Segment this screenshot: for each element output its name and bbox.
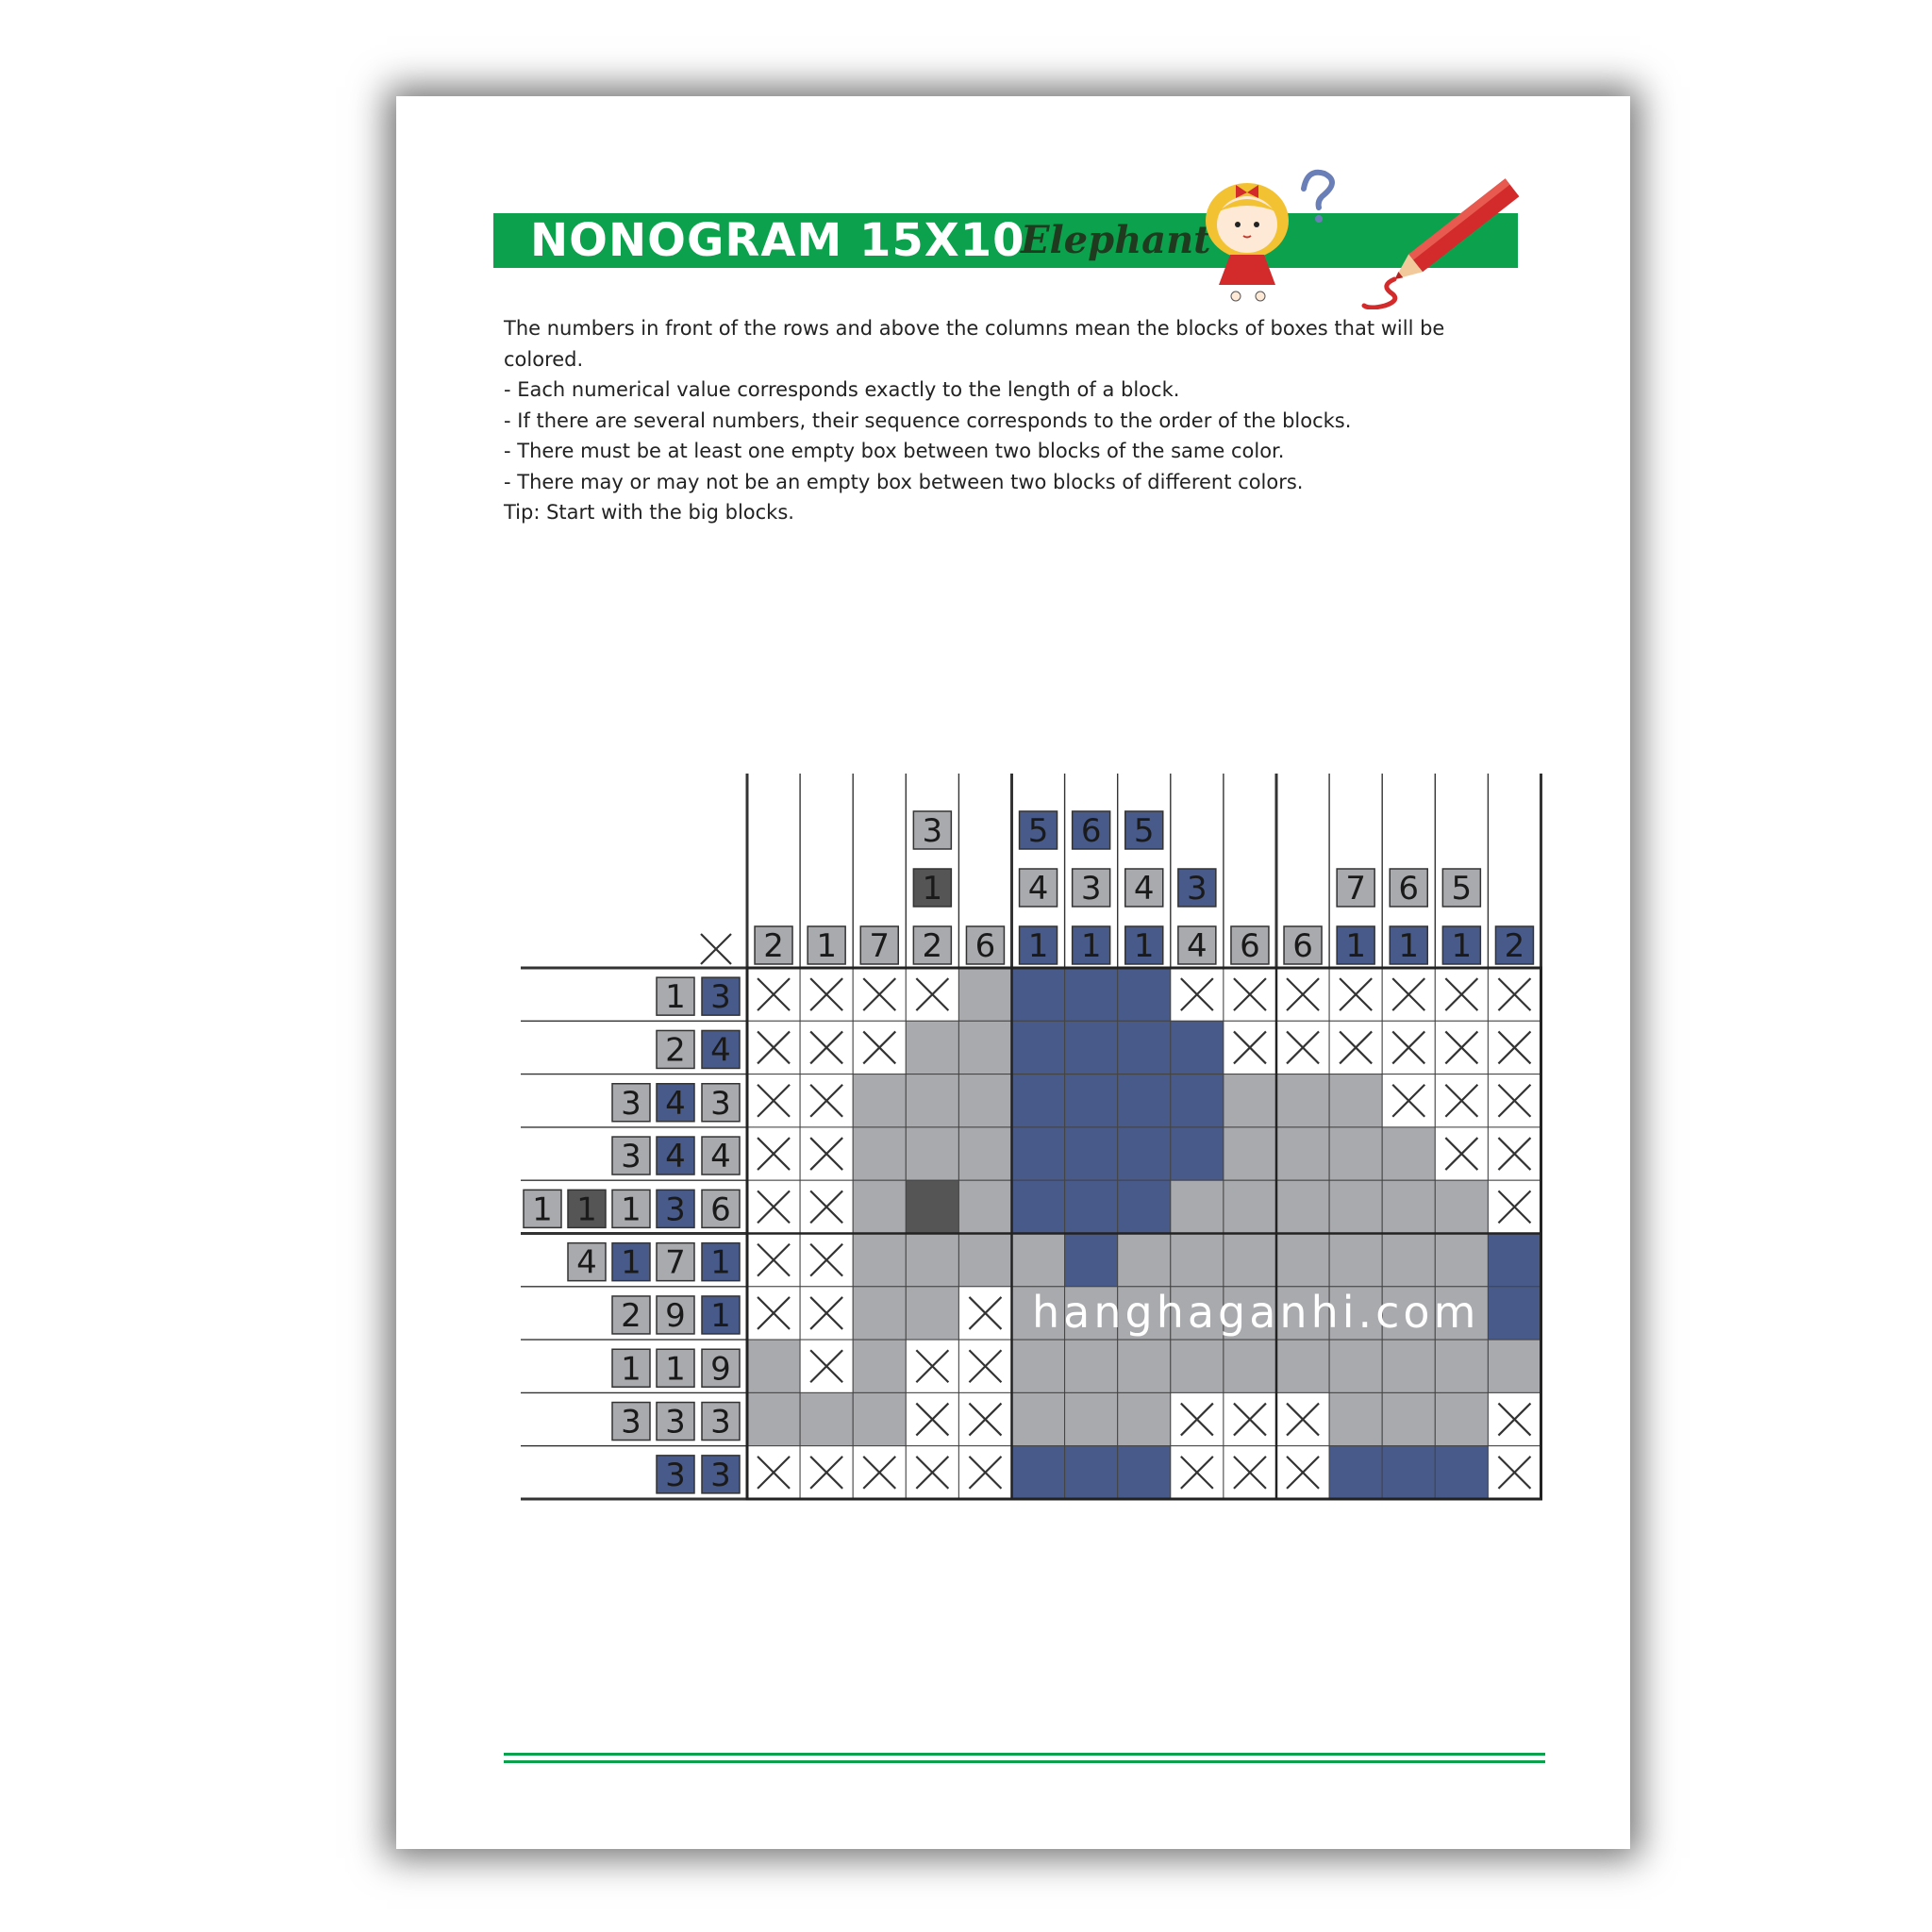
clue-number: 5 [1133, 812, 1155, 850]
grid-cell[interactable] [1435, 1446, 1488, 1499]
clue-number: 3 [1187, 870, 1208, 908]
grid-cell[interactable] [958, 1180, 1011, 1233]
grid-cell[interactable] [1276, 1180, 1329, 1233]
grid-cell[interactable] [1382, 1180, 1435, 1233]
clue-number: 1 [621, 1243, 641, 1282]
instruction-line: - There may or may not be an empty box between two blocks of different colors. [504, 470, 1304, 493]
clue-number: 5 [1027, 812, 1049, 850]
grid-cell[interactable] [1065, 1074, 1118, 1127]
clue-number: 1 [1133, 927, 1155, 965]
clue-number: 6 [1292, 927, 1313, 965]
clue-number: 7 [869, 927, 891, 965]
grid-cell[interactable] [906, 1180, 958, 1233]
grid-cell[interactable] [958, 1234, 1011, 1287]
grid-cell[interactable] [1488, 1287, 1541, 1340]
watermark: hanghaganhi.com [1032, 1287, 1480, 1338]
clue-number: 5 [1451, 870, 1473, 908]
grid-cell[interactable] [1065, 968, 1118, 1021]
instruction-line: - Each numerical value corresponds exactly to the length of a block. [504, 378, 1180, 401]
clue-number: 4 [710, 1138, 731, 1176]
clue-number: 3 [710, 1403, 731, 1441]
grid-cell[interactable] [1118, 968, 1171, 1021]
grid-cell[interactable] [1329, 1074, 1382, 1127]
grid-cell[interactable] [1012, 1392, 1065, 1445]
clue-number: 4 [576, 1243, 597, 1282]
clue-number: 6 [1080, 812, 1102, 850]
clue-number: 3 [1080, 870, 1102, 908]
grid-cell[interactable] [906, 1074, 958, 1127]
grid-cell[interactable] [1435, 1234, 1488, 1287]
grid-cell[interactable] [1171, 1340, 1224, 1392]
grid-cell[interactable] [958, 968, 1011, 1021]
clue-number: 1 [1398, 927, 1420, 965]
clue-number: 4 [710, 1031, 731, 1070]
grid-cell[interactable] [958, 1021, 1011, 1074]
grid-cell[interactable] [1329, 1180, 1382, 1233]
grid-cell[interactable] [906, 1021, 958, 1074]
grid-cell[interactable] [853, 1127, 906, 1180]
clue-number: 3 [710, 1084, 731, 1123]
grid-cell[interactable] [853, 1180, 906, 1233]
grid-cell[interactable] [1224, 1180, 1276, 1233]
clue-number: 1 [665, 978, 686, 1017]
grid-cell[interactable] [1012, 1021, 1065, 1074]
grid-cell[interactable] [800, 1392, 853, 1445]
grid-cell[interactable] [1382, 1127, 1435, 1180]
grid-cell[interactable] [1118, 1446, 1171, 1499]
grid-cell[interactable] [1276, 1234, 1329, 1287]
grid-cell[interactable] [1435, 1180, 1488, 1233]
grid-cell[interactable] [1012, 1074, 1065, 1127]
page-title: NONOGRAM 15X10 [530, 214, 1025, 267]
grid-cell[interactable] [1118, 1127, 1171, 1180]
grid-cell[interactable] [1012, 1180, 1065, 1233]
red-pencil-icon [1358, 177, 1528, 309]
clue-number: 2 [922, 927, 943, 965]
grid-cell[interactable] [1329, 1446, 1382, 1499]
grid-cell[interactable] [853, 1287, 906, 1340]
girl-mascot-icon [1198, 162, 1358, 304]
clue-number: 1 [1080, 927, 1102, 965]
grid-cell[interactable] [1118, 1074, 1171, 1127]
clue-number: 7 [1345, 870, 1366, 908]
clue-number: 1 [621, 1350, 641, 1389]
instructions [504, 313, 1485, 528]
clue-number: 3 [665, 1456, 686, 1494]
clue-number: 2 [1504, 927, 1525, 965]
grid-cell[interactable] [1382, 1446, 1435, 1499]
grid-cell[interactable] [958, 1127, 1011, 1180]
grid-cell[interactable] [853, 1234, 906, 1287]
clue-number: 3 [922, 812, 943, 850]
clue-number: 6 [1240, 927, 1260, 965]
clue-number: 3 [665, 1191, 686, 1229]
grid-cell[interactable] [1012, 1446, 1065, 1499]
clue-number: 4 [665, 1138, 686, 1176]
grid-cell[interactable] [1329, 1340, 1382, 1392]
clue-number: 1 [1451, 927, 1473, 965]
grid-cell[interactable] [1012, 1340, 1065, 1392]
clue-number: 3 [621, 1084, 641, 1123]
grid-cell[interactable] [1118, 1234, 1171, 1287]
grid-cell[interactable] [747, 1340, 800, 1392]
clue-number: 6 [1398, 870, 1420, 908]
clue-number: 6 [710, 1191, 731, 1229]
grid-cell[interactable] [1329, 1392, 1382, 1445]
grid-cell[interactable] [1382, 1340, 1435, 1392]
clue-number: 1 [710, 1243, 731, 1282]
grid-cell[interactable] [1435, 1392, 1488, 1445]
grid-cell[interactable] [1118, 1340, 1171, 1392]
grid-cell[interactable] [1171, 1074, 1224, 1127]
grid-cell[interactable] [1012, 1234, 1065, 1287]
grid-cell[interactable] [1171, 1234, 1224, 1287]
grid-cell[interactable] [1118, 1180, 1171, 1233]
grid-cell[interactable] [906, 1287, 958, 1340]
clue-number: 6 [974, 927, 996, 965]
grid-cell[interactable] [1488, 1234, 1541, 1287]
grid-cell[interactable] [1065, 1234, 1118, 1287]
grid-cell[interactable] [1118, 1021, 1171, 1074]
grid-cell[interactable] [1171, 1180, 1224, 1233]
clue-number: 4 [1187, 927, 1208, 965]
grid-cell[interactable] [1012, 968, 1065, 1021]
grid-cell[interactable] [747, 1392, 800, 1445]
clue-number: 1 [922, 870, 943, 908]
clue-number: 1 [816, 927, 837, 965]
clue-number: 9 [710, 1350, 731, 1389]
grid-cell[interactable] [1329, 1234, 1382, 1287]
grid-cell[interactable] [1012, 1127, 1065, 1180]
grid-cell[interactable] [1224, 1340, 1276, 1392]
grid-cell[interactable] [906, 1127, 958, 1180]
puzzle-name: Elephant [1021, 218, 1211, 262]
instruction-line: The numbers in front of the rows and above the columns mean the blocks of boxes that will be colored. [504, 317, 1445, 371]
clue-number: 4 [1133, 870, 1155, 908]
clue-number: 1 [710, 1296, 731, 1335]
grid-cell[interactable] [1065, 1446, 1118, 1499]
grid-cell[interactable] [1171, 1127, 1224, 1180]
instruction-line: Tip: Start with the big blocks. [504, 501, 794, 524]
instruction-line: - If there are several numbers, their sequence corresponds to the order of the blocks. [504, 408, 1352, 432]
clue-number: 4 [665, 1084, 686, 1123]
grid-cell[interactable] [1065, 1392, 1118, 1445]
grid-cell[interactable] [1382, 1392, 1435, 1445]
grid-cell[interactable] [1276, 1074, 1329, 1127]
clue-number: 3 [665, 1403, 686, 1441]
grid-cell[interactable] [1065, 1340, 1118, 1392]
footer-divider [504, 1753, 1545, 1756]
clue-number: 3 [621, 1403, 641, 1441]
clue-number: 1 [532, 1191, 553, 1229]
instruction-line: - There must be at least one empty box between two blocks of the same color. [504, 440, 1285, 462]
clue-number: 1 [1345, 927, 1366, 965]
grid-cell[interactable] [1382, 1234, 1435, 1287]
grid-cell[interactable] [1329, 1127, 1382, 1180]
grid-cell[interactable] [853, 1340, 906, 1392]
grid-cell[interactable] [1065, 1180, 1118, 1233]
grid-cell[interactable] [853, 1392, 906, 1445]
grid-cell[interactable] [1276, 1127, 1329, 1180]
footer-divider [504, 1760, 1545, 1763]
clue-number: 7 [665, 1243, 686, 1282]
grid-cell[interactable] [1276, 1340, 1329, 1392]
clue-number: 3 [621, 1138, 641, 1176]
grid-cell[interactable] [1435, 1340, 1488, 1392]
grid-cell[interactable] [1224, 1074, 1276, 1127]
grid-cell[interactable] [1065, 1021, 1118, 1074]
clue-number: 1 [1027, 927, 1049, 965]
grid-cell[interactable] [1065, 1127, 1118, 1180]
clue-number: 2 [621, 1296, 641, 1335]
grid-cell[interactable] [1224, 1127, 1276, 1180]
grid-cell[interactable] [906, 1234, 958, 1287]
clue-number: 1 [665, 1350, 686, 1389]
clue-number: 3 [710, 1456, 731, 1494]
grid-cell[interactable] [853, 1074, 906, 1127]
grid-cell[interactable] [1118, 1392, 1171, 1445]
clue-number: 2 [763, 927, 784, 965]
clue-number: 9 [665, 1296, 686, 1335]
clue-number: 1 [621, 1191, 641, 1229]
clue-number: 3 [710, 978, 731, 1017]
clue-number: 4 [1027, 870, 1049, 908]
grid-cell[interactable] [1171, 1021, 1224, 1074]
grid-cell[interactable] [1488, 1340, 1541, 1392]
grid-cell[interactable] [958, 1074, 1011, 1127]
clue-number: 2 [665, 1031, 686, 1070]
grid-cell[interactable] [1224, 1234, 1276, 1287]
clue-number: 1 [576, 1191, 597, 1229]
